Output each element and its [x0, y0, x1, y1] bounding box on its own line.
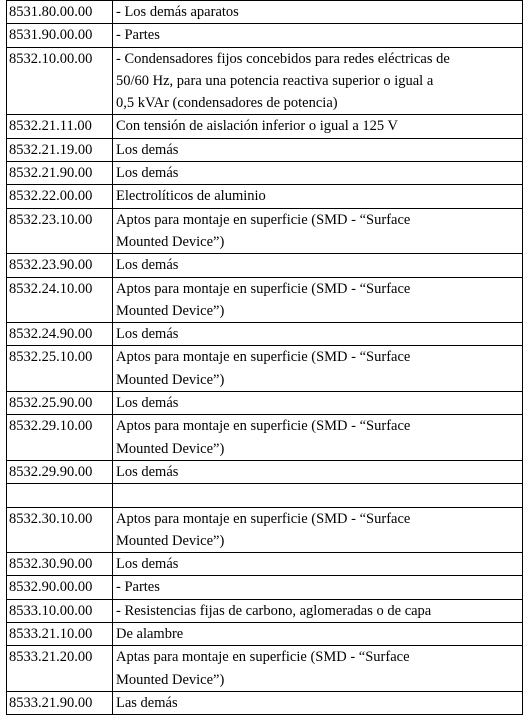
- description-line: Electrolíticos de aluminio: [116, 188, 266, 205]
- tariff-code-cell: 8532.30.10.00: [7, 507, 113, 553]
- tariff-table-body: [7, 1, 523, 715]
- description-line: - Partes: [116, 27, 160, 44]
- table-row: [7, 623, 523, 646]
- table-row: [7, 115, 523, 138]
- description-line: Los demás: [116, 395, 179, 412]
- description-line: Aptos para montaje en superficie (SMD - “Surface: [116, 510, 411, 527]
- tariff-code-cell: 8531.80.00.00: [7, 1, 113, 24]
- tariff-description-cell: [113, 484, 523, 507]
- description-line: Mounted Device”): [116, 671, 225, 688]
- tariff-description-cell: [113, 47, 523, 115]
- tariff-code-cell: 8532.29.10.00: [7, 415, 113, 461]
- table-row: [7, 323, 523, 346]
- tariff-description-cell: [113, 553, 523, 576]
- tariff-code-cell: 8532.24.90.00: [7, 323, 113, 346]
- description-line: Los demás: [116, 326, 179, 343]
- description-line: Aptas para montaje en superficie (SMD - “Surface: [116, 649, 410, 666]
- table-row: [7, 415, 523, 461]
- tariff-description-cell: [113, 507, 523, 553]
- tariff-description-cell: [113, 599, 523, 622]
- table-row: [7, 599, 523, 622]
- description-line: Las demás: [116, 694, 178, 711]
- tariff-code-cell: 8532.21.11.00: [7, 115, 113, 138]
- description-line: Mounted Device”): [116, 371, 225, 388]
- tariff-description-cell: [113, 392, 523, 415]
- description-line: Mounted Device”): [116, 532, 225, 549]
- tariff-code-cell: 8533.21.90.00: [7, 691, 113, 714]
- tariff-code-cell: 8532.21.90.00: [7, 162, 113, 185]
- tariff-description-cell: [113, 138, 523, 161]
- table-row: [7, 484, 523, 507]
- tariff-description-cell: [113, 691, 523, 714]
- description-line: Aptos para montaje en superficie (SMD - “Surface: [116, 418, 411, 435]
- description-line: Los demás: [116, 141, 179, 158]
- description-line: Aptos para montaje en superficie (SMD - “Surface: [116, 349, 411, 366]
- tariff-code-cell: [7, 484, 113, 507]
- description-line: Los demás: [116, 556, 179, 573]
- table-row: [7, 254, 523, 277]
- tariff-description-cell: [113, 115, 523, 138]
- table-row: [7, 576, 523, 599]
- description-line: - Los demás aparatos: [116, 4, 239, 20]
- tariff-description-cell: [113, 1, 523, 24]
- tariff-code-cell: 8532.23.90.00: [7, 254, 113, 277]
- tariff-code-cell: 8532.21.19.00: [7, 138, 113, 161]
- tariff-description-cell: [113, 254, 523, 277]
- description-line: Aptos para montaje en superficie (SMD - “Surface: [116, 280, 411, 297]
- tariff-code-cell: 8532.25.90.00: [7, 392, 113, 415]
- tariff-description-cell: [113, 646, 523, 692]
- tariff-description-cell: [113, 323, 523, 346]
- tariff-code-cell: 8532.23.10.00: [7, 208, 113, 254]
- table-row: [7, 646, 523, 692]
- description-line: - Partes: [116, 579, 160, 596]
- description-line: Con tensión de aislación inferior o igual a 125 V: [116, 118, 399, 135]
- table-row: [7, 138, 523, 161]
- table-row: [7, 1, 523, 24]
- tariff-description-cell: [113, 415, 523, 461]
- tariff-code-cell: 8533.10.00.00: [7, 599, 113, 622]
- tariff-code-cell: 8532.30.90.00: [7, 553, 113, 576]
- tariff-code-cell: 8532.25.10.00: [7, 346, 113, 392]
- tariff-code-cell: 8532.29.90.00: [7, 460, 113, 483]
- tariff-code-cell: 8532.10.00.00: [7, 47, 113, 115]
- table-row: [7, 277, 523, 323]
- table-row: [7, 392, 523, 415]
- tariff-code-cell: 8533.21.20.00: [7, 646, 113, 692]
- table-row: [7, 47, 523, 115]
- description-line: Los demás: [116, 165, 179, 182]
- tariff-description-cell: [113, 162, 523, 185]
- tariff-table: [6, 0, 523, 715]
- table-row: [7, 507, 523, 553]
- description-line: - Condensadores fijos concebidos para redes eléctricas de: [116, 50, 450, 67]
- tariff-description-cell: [113, 346, 523, 392]
- table-row: [7, 553, 523, 576]
- description-line: - Resistencias fijas de carbono, aglomeradas o de capa: [116, 602, 432, 619]
- tariff-code-cell: 8532.90.00.00: [7, 576, 113, 599]
- description-line: [116, 484, 522, 506]
- table-row: [7, 346, 523, 392]
- table-row: [7, 208, 523, 254]
- description-line: 0,5 kVAr (condensadores de potencia): [116, 95, 338, 112]
- tariff-description-cell: [113, 576, 523, 599]
- tariff-description-cell: [113, 185, 523, 208]
- description-line: Mounted Device”): [116, 440, 225, 457]
- description-line: Mounted Device”): [116, 302, 225, 319]
- description-line: Los demás: [116, 463, 179, 480]
- table-row: [7, 185, 523, 208]
- tariff-description-cell: [113, 460, 523, 483]
- description-line: Mounted Device”): [116, 233, 225, 250]
- tariff-description-cell: [113, 277, 523, 323]
- tariff-description-cell: [113, 24, 523, 47]
- description-line: De alambre: [116, 626, 184, 643]
- tariff-description-cell: [113, 208, 523, 254]
- table-row: [7, 691, 523, 714]
- table-row: [7, 460, 523, 483]
- tariff-description-cell: [113, 623, 523, 646]
- description-line: Los demás: [116, 257, 179, 274]
- tariff-code-cell: 8531.90.00.00: [7, 24, 113, 47]
- tariff-code-cell: 8532.22.00.00: [7, 185, 113, 208]
- tariff-code-cell: 8533.21.10.00: [7, 623, 113, 646]
- description-line: Aptos para montaje en superficie (SMD - “Surface: [116, 211, 411, 228]
- table-row: [7, 162, 523, 185]
- tariff-code-cell: 8532.24.10.00: [7, 277, 113, 323]
- description-line: 50/60 Hz, para una potencia reactiva superior o igual a: [116, 72, 434, 89]
- table-row: [7, 24, 523, 47]
